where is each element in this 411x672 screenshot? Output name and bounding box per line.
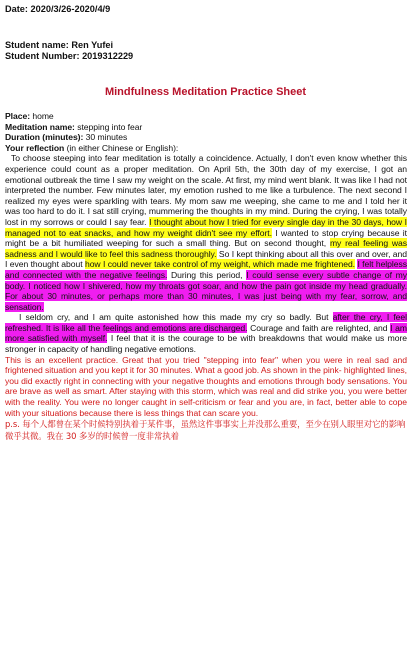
meditation-name-label: Meditation name: [5,121,75,132]
reflection-text: I feel that it is the courage to be with breakdowns that would make us more stronger in capacity of handling negative emotions. [5,333,407,355]
pink-highlight: I felt helpless and connected with the negative feelings. [5,259,407,280]
yellow-highlight: how I could never take control of my weight, which made me frightened. [84,259,356,270]
pink-highlight: I could sense every subtle change of my body. I noticed how I shivered, how my throats got soar, and how the pain got inside my head gradually. For about 30 minutes, or perhaps more than 30 minutes, I was just being with my fear, sorrow, and sensation. [5,269,407,312]
pink-highlight: I am more satisfied with myself. [5,322,408,344]
duration-value: 30 minutes [83,132,128,143]
reflection-label: Your reflection [5,142,65,153]
reflection-text: During this period, [167,269,247,280]
place-row [5,111,407,122]
place-value: home [30,111,54,121]
reflection-text: So I kept thinking about all this over and over, and I even thought about [5,248,407,270]
duration-label: Duration (minutes): [5,132,84,143]
postscript: p.s. 每个人都曾在某个时候特别执着于某件事，虽然这件事事实上并没那么重要，至少在别人眼里对它的影响微乎其微。我在 30 多岁的时候曾一度非常执着 [5,419,406,442]
page-title: Mindfulness Meditation Practice Sheet [104,86,307,98]
student-number: Student Number: 2019312229 [5,51,134,61]
date-line: Date: 2020/3/26-2020/4/9 [5,4,111,14]
reflection-paragraph-2 [5,312,407,354]
reflection-text: To choose steeping into fear meditation is totally a coincidence. Actually, I don't even know whether this experience could count as a proper meditation. On April 5th, the 30th day of my exercise, I got an emotional outbreak the time I saw my weight on the scale. At first, my mind went blank. It was like I had not interpreted the number. Few minutes later, my emotion rushed to me like a turbulence. The next second I realized my eyes were sparkling with tears. My mom saw me weeping, she came to me and I told her it was too hard to do it. I sat still crying, mummering the thoughts in my mind. During the crying, I was totally lost in my sorrows or could I say fear. [5,153,407,227]
sheet-body [5,111,407,442]
reflection-note: (in either Chinese or English): [64,142,179,153]
pink-highlight: after the cry, I feel refreshed. It is like all the feelings and emotions are discharged. [5,312,407,333]
yellow-highlight: my real feeling was sadness and I would like to feel this sadness thoroughly. [5,238,407,259]
duration-row [5,132,407,143]
reflection-text: I wanted to stop crying because it might be a bit humiliated weeping for such a small thing. But on second thought, [5,227,407,249]
reflection-text: I seldom cry, and I am quite astonished how this made my cry so badly. But [19,312,333,323]
meditation-name-value: stepping into fear [74,121,143,132]
reflection-paragraph-1 [5,153,407,312]
teacher-comment: This is an excellent practice. Great that you tried "stepping into fear" when you were in real sad and frightened situation and you kept it for 30 minutes. What a good job. As shown in the pink- highlighted lines, you did exactly right in connecting with your negative thoughts and emotions through body sensations. You are brave as well as smart. After staying with this storm, which was real and did strike you, you were better with the reality. You were no longer caught in self-criticism or fear and you are, in fact, better able to cope with your situations because there is less things that can scare you. [5,354,407,418]
place-label: Place: [5,111,31,121]
yellow-highlight: I thought about how I tried for every single day in the 30 days, how I managed not to eat snacks, and how my weight didn't see my effort. [5,216,407,238]
reflection-text: Courage and faith are relighted, and [247,322,391,333]
meditation-name-row [5,122,407,133]
student-name: Student name: Ren Yufei [5,40,114,50]
reflection-row [5,143,407,154]
